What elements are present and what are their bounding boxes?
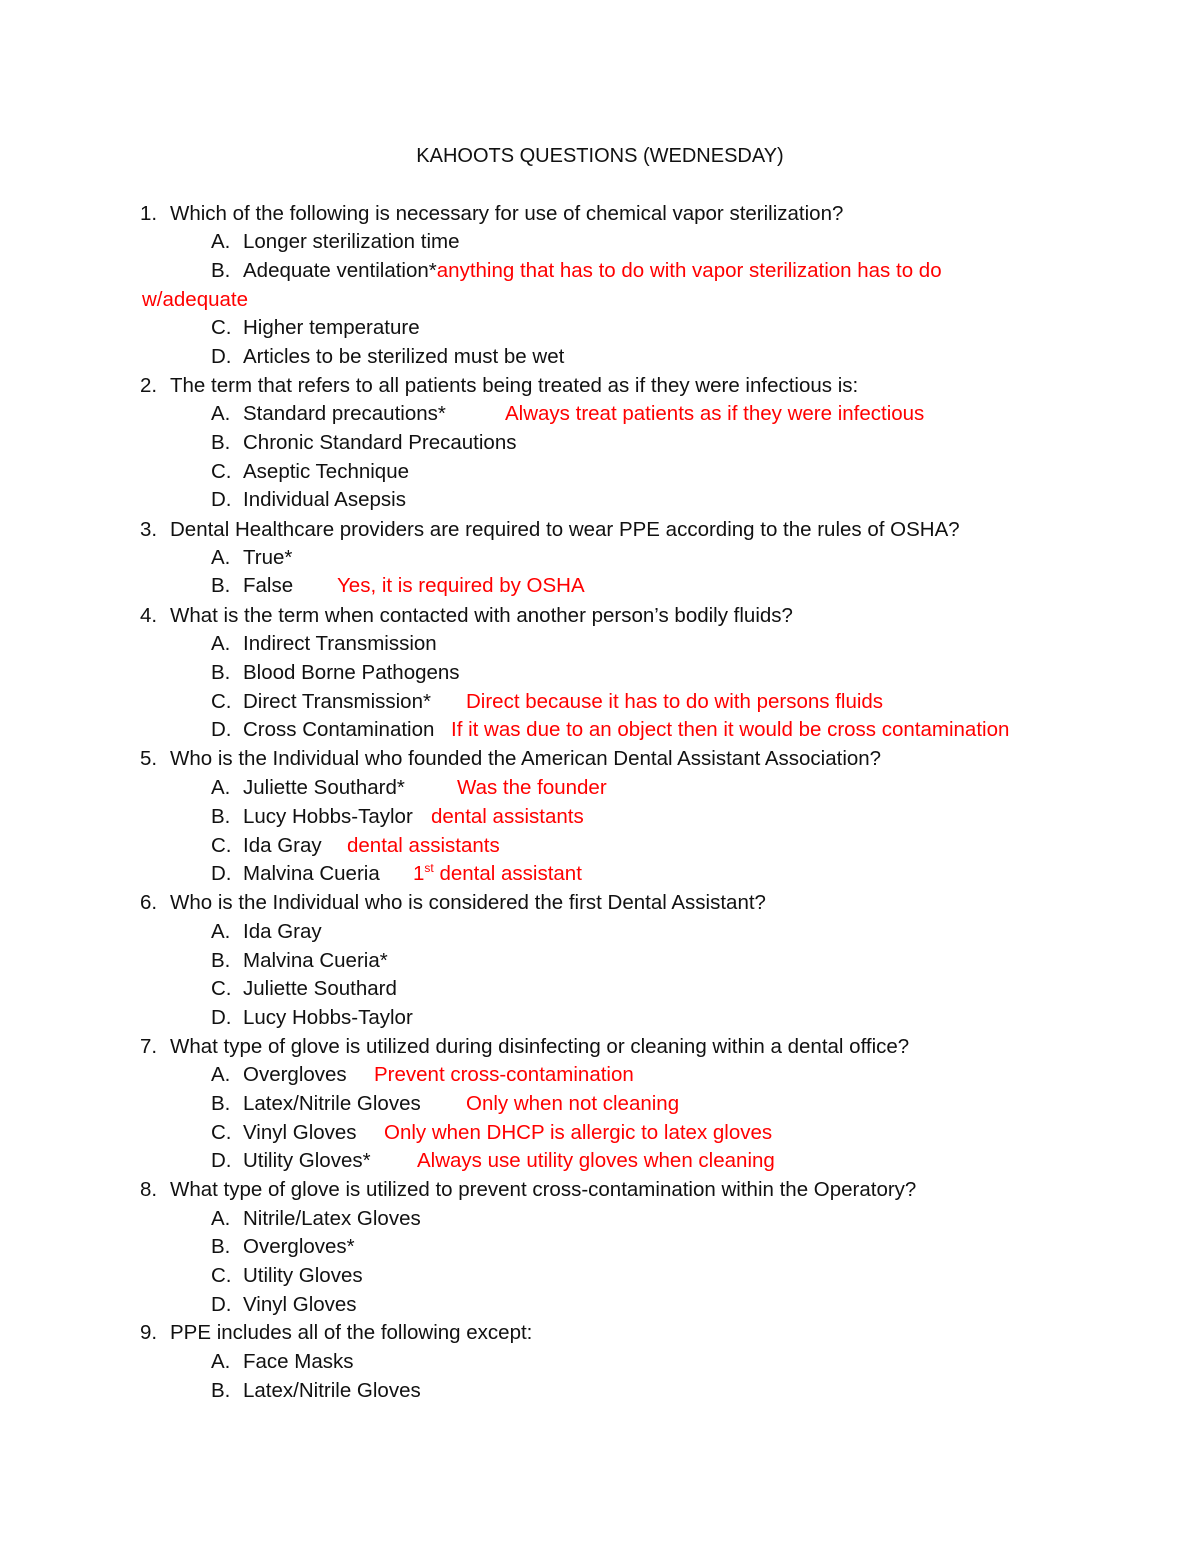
- option-text: Individual Asepsis: [243, 488, 406, 511]
- option-text: Vinyl Gloves: [243, 1121, 357, 1144]
- q7-option-d: [211, 1147, 775, 1175]
- option-text: True*: [243, 546, 293, 569]
- question-4: [140, 602, 793, 630]
- option-text: Overgloves*: [243, 1235, 355, 1258]
- question-text: Dental Healthcare providers are required to wear PPE according to the rules of OSHA?: [170, 518, 960, 541]
- q5-option-c: [211, 832, 500, 860]
- q8-option-d: [211, 1291, 357, 1319]
- option-text: Adequate ventilation*: [243, 259, 437, 282]
- q6-option-a: [211, 918, 322, 946]
- option-text: Articles to be sterilized must be wet: [243, 345, 565, 368]
- option-letter: A.: [211, 546, 231, 569]
- option-letter: D.: [211, 1293, 232, 1316]
- question-text: What type of glove is utilized to prevent cross-contamination within the Operatory?: [170, 1178, 917, 1201]
- option-text: Ida Gray: [243, 920, 322, 943]
- question-number: 9.: [140, 1321, 158, 1344]
- question-6: [140, 889, 766, 917]
- option-letter: D.: [211, 1006, 232, 1029]
- option-letter: B.: [211, 1235, 231, 1258]
- answer-note: [413, 860, 582, 888]
- question-2: [140, 372, 859, 400]
- option-letter: A.: [211, 920, 231, 943]
- question-5: [140, 745, 882, 773]
- option-letter: B.: [211, 1379, 231, 1402]
- answer-note: If it was due to an object then it would be cross contamination: [451, 718, 1010, 741]
- q4-option-d: [211, 716, 1010, 744]
- option-text: Nitrile/Latex Gloves: [243, 1207, 421, 1230]
- option-letter: A.: [211, 776, 231, 799]
- q8-option-b: [211, 1233, 355, 1261]
- option-text: Utility Gloves: [243, 1264, 363, 1287]
- q6-option-b: [211, 947, 388, 975]
- question-8: [140, 1176, 917, 1204]
- q5-option-d: [211, 860, 582, 888]
- answer-note: dental assistants: [431, 805, 584, 828]
- question-text: What type of glove is utilized during disinfecting or cleaning within a dental office?: [170, 1035, 910, 1058]
- option-text: Malvina Cueria*: [243, 949, 388, 972]
- option-text: Ida Gray: [243, 834, 322, 857]
- question-number: 8.: [140, 1178, 158, 1201]
- option-text: Juliette Southard: [243, 977, 397, 1000]
- q1-option-b: [211, 257, 942, 285]
- option-text: Vinyl Gloves: [243, 1293, 357, 1316]
- option-letter: A.: [211, 632, 231, 655]
- answer-note: Yes, it is required by OSHA: [337, 574, 585, 597]
- option-text: Chronic Standard Precautions: [243, 431, 517, 454]
- q6-option-c: [211, 975, 397, 1003]
- option-letter: D.: [211, 488, 232, 511]
- option-text: Standard precautions*: [243, 402, 446, 425]
- option-letter: A.: [211, 402, 231, 425]
- option-text: False: [243, 574, 294, 597]
- option-letter: D.: [211, 1149, 232, 1172]
- answer-note-superscript: st: [424, 861, 434, 876]
- q2-option-b: [211, 429, 517, 457]
- q3-option-b: [211, 572, 585, 600]
- question-9: [140, 1319, 533, 1347]
- question-number: 7.: [140, 1035, 158, 1058]
- page-title: KAHOOTS QUESTIONS (WEDNESDAY): [416, 145, 784, 167]
- option-text: Direct Transmission*: [243, 690, 431, 713]
- question-3: [140, 516, 960, 544]
- option-letter: C.: [211, 834, 232, 857]
- answer-note: Always treat patients as if they were infectious: [505, 402, 925, 425]
- answer-note: anything that has to do with vapor sterilization has to do: [436, 259, 942, 282]
- option-text: Blood Borne Pathogens: [243, 661, 460, 684]
- q6-option-d: [211, 1004, 413, 1032]
- option-text: Cross Contamination: [243, 718, 435, 741]
- answer-note-continuation: w/adequate: [142, 288, 249, 311]
- option-letter: C.: [211, 460, 232, 483]
- option-text: Malvina Cueria: [243, 862, 380, 885]
- question-1: [140, 200, 844, 228]
- q7-option-b: [211, 1090, 680, 1118]
- option-letter: B.: [211, 574, 231, 597]
- answer-note: Prevent cross-contamination: [374, 1063, 634, 1086]
- q8-option-c: [211, 1262, 363, 1290]
- answer-note: Direct because it has to do with persons fluids: [466, 690, 884, 713]
- option-text: Lucy Hobbs-Taylor: [243, 1006, 413, 1029]
- answer-note: Was the founder: [457, 776, 607, 799]
- option-letter: C.: [211, 316, 232, 339]
- question-text: Who is the Individual who is considered the first Dental Assistant?: [170, 891, 766, 914]
- answer-note-text: dental assistant: [433, 862, 582, 885]
- option-text: Latex/Nitrile Gloves: [243, 1092, 421, 1115]
- option-text: Face Masks: [243, 1350, 354, 1373]
- question-text: What is the term when contacted with another person’s bodily fluids?: [170, 604, 793, 627]
- q9-option-b: [211, 1377, 421, 1405]
- question-7: [140, 1033, 910, 1061]
- option-letter: C.: [211, 977, 232, 1000]
- option-letter: C.: [211, 690, 232, 713]
- option-letter: D.: [211, 345, 232, 368]
- answer-note: dental assistants: [347, 834, 500, 857]
- q5-option-a: [211, 774, 607, 802]
- option-letter: A.: [211, 1350, 231, 1373]
- option-letter: D.: [211, 718, 232, 741]
- option-text: Aseptic Technique: [243, 460, 410, 483]
- q4-option-a: [211, 630, 437, 658]
- answer-note: Only when DHCP is allergic to latex gloves: [384, 1121, 773, 1144]
- question-number: 1.: [140, 202, 158, 225]
- q1-option-a: [211, 228, 460, 256]
- option-letter: B.: [211, 661, 231, 684]
- question-text: Who is the Individual who founded the American Dental Assistant Association?: [170, 747, 882, 770]
- option-letter: B.: [211, 1092, 231, 1115]
- question-number: 6.: [140, 891, 158, 914]
- q4-option-c: [211, 688, 884, 716]
- option-letter: A.: [211, 1063, 231, 1086]
- option-letter: A.: [211, 230, 231, 253]
- q2-option-a: [211, 400, 925, 428]
- option-text: Juliette Southard*: [243, 776, 405, 799]
- option-text: Overgloves: [243, 1063, 347, 1086]
- answer-note: Only when not cleaning: [466, 1092, 680, 1115]
- option-text: Lucy Hobbs-Taylor: [243, 805, 413, 828]
- question-number: 3.: [140, 518, 158, 541]
- option-letter: B.: [211, 431, 231, 454]
- q2-option-d: [211, 486, 406, 514]
- option-letter: C.: [211, 1121, 232, 1144]
- q5-option-b: [211, 803, 584, 831]
- q7-option-c: [211, 1119, 773, 1147]
- q8-option-a: [211, 1205, 421, 1233]
- question-number: 4.: [140, 604, 158, 627]
- q1-option-c: [211, 314, 420, 342]
- option-letter: C.: [211, 1264, 232, 1287]
- option-letter: B.: [211, 259, 231, 282]
- option-text: Longer sterilization time: [243, 230, 460, 253]
- q7-option-a: [211, 1061, 634, 1089]
- q9-option-a: [211, 1348, 354, 1376]
- option-letter: D.: [211, 862, 232, 885]
- option-text: Higher temperature: [243, 316, 420, 339]
- answer-note-number: 1: [413, 862, 425, 885]
- question-number: 5.: [140, 747, 158, 770]
- option-text: Latex/Nitrile Gloves: [243, 1379, 421, 1402]
- option-letter: B.: [211, 949, 231, 972]
- q2-option-c: [211, 458, 410, 486]
- option-letter: B.: [211, 805, 231, 828]
- q4-option-b: [211, 659, 460, 687]
- question-text: PPE includes all of the following except:: [170, 1321, 533, 1344]
- question-number: 2.: [140, 374, 158, 397]
- q3-option-a: [211, 544, 293, 572]
- q1-option-d: [211, 343, 565, 371]
- answer-note: Always use utility gloves when cleaning: [417, 1149, 775, 1172]
- question-text: The term that refers to all patients being treated as if they were infectious is:: [170, 374, 859, 397]
- question-text: Which of the following is necessary for use of chemical vapor sterilization?: [170, 202, 844, 225]
- option-text: Utility Gloves*: [243, 1149, 371, 1172]
- option-text: Indirect Transmission: [243, 632, 437, 655]
- option-letter: A.: [211, 1207, 231, 1230]
